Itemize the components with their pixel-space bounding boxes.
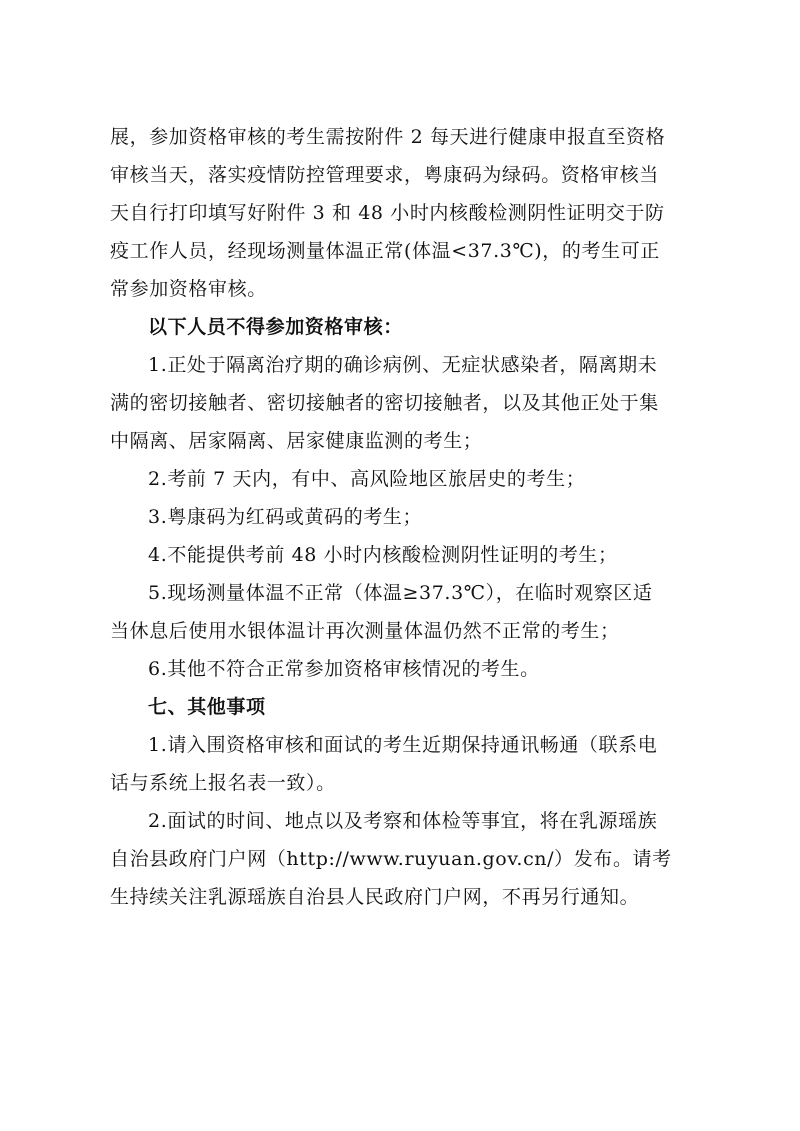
section-heading: 七、其他事项 <box>148 696 266 718</box>
list-item <box>110 802 702 916</box>
text-line: 自治县政府门户网（http://www.ruyuan.gov.cn/）发布。请考 <box>110 848 672 870</box>
exclusion-heading: 以下人员不得参加资格审核： <box>148 316 403 338</box>
list-item <box>110 536 702 574</box>
list-item <box>110 650 702 688</box>
document-page <box>110 118 702 916</box>
text-line: 2.考前 7 天内，有中、高风险地区旅居史的考生； <box>148 468 586 490</box>
text-line: 天自行打印填写好附件 3 和 48 小时内核酸检测阴性证明交于防 <box>110 202 665 224</box>
list-item <box>110 346 702 460</box>
list-item <box>110 460 702 498</box>
other-items-list <box>110 726 702 916</box>
text-line: 1.正处于隔离治疗期的确诊病例、无症状感染者，隔离期未 <box>148 354 658 376</box>
text-line: 话与系统上报名表一致）。 <box>110 772 336 794</box>
text-line: 1.请入围资格审核和面试的考生近期保持通讯畅通（联系电 <box>148 734 658 756</box>
text-line: 6.其他不符合正常参加资格审核情况的考生。 <box>148 658 540 680</box>
text-line: 5.现场测量体温不正常（体温≥37.3℃），在临时观察区适 <box>148 582 653 604</box>
text-line: 审核当天，落实疫情防控管理要求，粤康码为绿码。资格审核当 <box>110 164 659 186</box>
text-line: 常参加资格审核。 <box>110 278 267 300</box>
text-line: 满的密切接触者、密切接触者的密切接触者，以及其他正处于集 <box>110 392 659 414</box>
text-line: 中隔离、居家隔离、居家健康监测的考生； <box>110 430 483 452</box>
list-item <box>110 574 702 650</box>
list-item <box>110 498 702 536</box>
text-line: 展，参加资格审核的考生需按附件 2 每天进行健康申报直至资格 <box>110 126 666 148</box>
text-line: 生持续关注乳源瑶族自治县人民政府门户网，不再另行通知。 <box>110 886 640 908</box>
text-line: 2.面试的时间、地点以及考察和体检等事宜，将在乳源瑶族 <box>148 810 658 832</box>
text-line: 4.不能提供考前 48 小时内核酸检测阴性证明的考生； <box>148 544 618 566</box>
intro-paragraph <box>110 118 702 308</box>
list-item <box>110 726 702 802</box>
text-line: 疫工作人员，经现场测量体温正常(体温<37.3℃)，的考生可正 <box>110 240 660 262</box>
text-line: 当休息后使用水银体温计再次测量体温仍然不正常的考生； <box>110 620 620 642</box>
exclusion-list <box>110 346 702 688</box>
text-line: 3.粤康码为红码或黄码的考生； <box>148 506 423 528</box>
